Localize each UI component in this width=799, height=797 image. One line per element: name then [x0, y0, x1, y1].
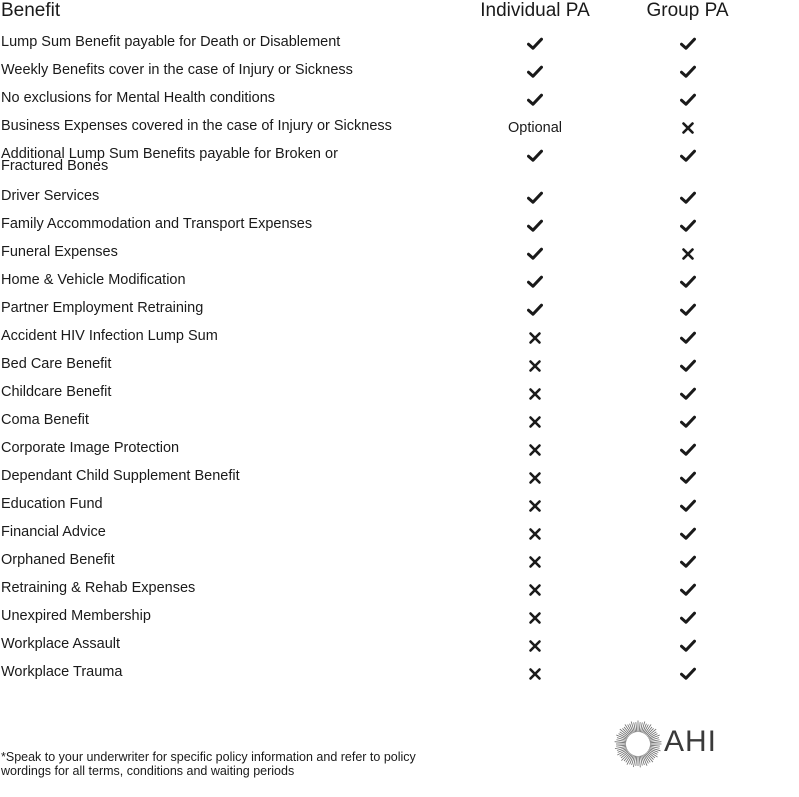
table-row: [0, 30, 799, 58]
benefit-label: Financial Advice: [1, 524, 106, 540]
group-pa-cell: [620, 36, 755, 56]
benefit-label: Lump Sum Benefit payable for Death or Disablement: [1, 34, 341, 50]
check-icon: [680, 36, 696, 52]
individual-pa-cell: [460, 414, 610, 434]
benefit-label: Coma Benefit: [1, 412, 89, 428]
individual-pa-cell: [460, 470, 610, 490]
group-pa-cell: [620, 148, 755, 168]
benefit-label: Home & Vehicle Modification: [1, 272, 186, 288]
table-row: [0, 576, 799, 604]
group-pa-cell: [620, 414, 755, 434]
check-icon: [680, 274, 696, 290]
check-icon: [680, 64, 696, 80]
individual-pa-cell: [460, 610, 610, 630]
cross-icon: [527, 610, 543, 626]
cross-icon: [527, 498, 543, 514]
check-icon: [527, 148, 543, 164]
individual-pa-cell: [460, 218, 610, 238]
individual-pa-cell: [460, 302, 610, 322]
table-row: [0, 492, 799, 520]
footnote: *Speak to your underwriter for specific policy information and refer to policy wordings for all terms, conditions and waiting periods: [1, 750, 416, 778]
group-pa-cell: [620, 526, 755, 546]
individual-pa-cell: [460, 64, 610, 84]
check-icon: [680, 414, 696, 430]
individual-pa-cell: [460, 190, 610, 210]
individual-pa-cell: [460, 526, 610, 546]
individual-pa-cell: [460, 246, 610, 266]
cross-icon: [527, 526, 543, 542]
table-row: [0, 184, 799, 212]
check-icon: [527, 246, 543, 262]
table-row: [0, 240, 799, 268]
table-row: [0, 408, 799, 436]
table-row: [0, 324, 799, 352]
check-icon: [680, 498, 696, 514]
cross-icon: [527, 470, 543, 486]
benefit-label: Bed Care Benefit: [1, 356, 112, 372]
group-pa-cell: [620, 246, 755, 266]
cross-icon: [527, 442, 543, 458]
benefit-label: Retraining & Rehab Expenses: [1, 580, 196, 596]
table-row: [0, 296, 799, 324]
check-icon: [680, 358, 696, 374]
cross-icon: [527, 554, 543, 570]
header-individual-pa: Individual PA: [480, 0, 590, 21]
group-pa-cell: [620, 92, 755, 112]
group-pa-cell: [620, 610, 755, 630]
group-pa-cell: [620, 302, 755, 322]
individual-pa-cell: [460, 386, 610, 406]
group-pa-cell: [620, 64, 755, 84]
table-row: [0, 604, 799, 632]
check-icon: [527, 92, 543, 108]
cross-icon: [527, 358, 543, 374]
table-row: [0, 268, 799, 296]
benefit-label: Workplace Assault: [1, 636, 121, 652]
cross-icon: [680, 246, 696, 262]
individual-pa-cell: [460, 92, 610, 112]
check-icon: [527, 64, 543, 80]
group-pa-cell: [620, 442, 755, 462]
table-header: [0, 0, 799, 30]
table-row: [0, 464, 799, 492]
table-row: [0, 142, 799, 184]
group-pa-cell: [620, 386, 755, 406]
individual-pa-cell: [460, 498, 610, 518]
group-pa-cell: [620, 554, 755, 574]
table-row: [0, 352, 799, 380]
table-row: [0, 380, 799, 408]
benefit-label: Unexpired Membership: [1, 608, 151, 624]
check-icon: [680, 302, 696, 318]
check-icon: [680, 386, 696, 402]
cross-icon: [680, 120, 696, 136]
group-pa-cell: [620, 666, 755, 686]
benefit-label: Business Expenses covered in the case of Injury or Sickness: [1, 118, 392, 134]
table-row: [0, 632, 799, 660]
check-icon: [527, 190, 543, 206]
individual-pa-cell: [460, 120, 610, 140]
table-row: [0, 548, 799, 576]
benefit-label: Childcare Benefit: [1, 384, 112, 400]
check-icon: [680, 554, 696, 570]
benefit-label: Accident HIV Infection Lump Sum: [1, 328, 218, 344]
header-benefit: Benefit: [1, 0, 61, 21]
check-icon: [680, 190, 696, 206]
group-pa-cell: [620, 330, 755, 350]
benefit-label: Workplace Trauma: [1, 664, 123, 680]
cross-icon: [527, 666, 543, 682]
benefit-label: Family Accommodation and Transport Expenses: [1, 216, 313, 232]
check-icon: [680, 638, 696, 654]
group-pa-cell: [620, 582, 755, 602]
individual-pa-cell: [460, 666, 610, 686]
check-icon: [680, 582, 696, 598]
check-icon: [680, 330, 696, 346]
individual-pa-cell: [460, 442, 610, 462]
check-icon: [527, 274, 543, 290]
individual-pa-cell: [460, 554, 610, 574]
benefit-label: Education Fund: [1, 496, 103, 512]
group-pa-cell: [620, 638, 755, 658]
individual-pa-cell: [460, 274, 610, 294]
benefit-label: Weekly Benefits cover in the case of Injury or Sickness: [1, 62, 353, 78]
check-icon: [527, 218, 543, 234]
cross-icon: [527, 582, 543, 598]
group-pa-cell: [620, 190, 755, 210]
check-icon: [680, 218, 696, 234]
check-icon: [680, 148, 696, 164]
cross-icon: [527, 638, 543, 654]
table-row: [0, 212, 799, 240]
group-pa-cell: [620, 120, 755, 140]
benefit-label: Partner Employment Retraining: [1, 300, 204, 316]
benefit-label: Funeral Expenses: [1, 244, 118, 260]
check-icon: [527, 36, 543, 52]
logo-wordmark: AHI: [664, 725, 718, 758]
table-row: [0, 86, 799, 114]
benefit-label: Driver Services: [1, 188, 100, 204]
check-icon: [527, 302, 543, 318]
check-icon: [680, 666, 696, 682]
group-pa-cell: [620, 274, 755, 294]
group-pa-cell: [620, 218, 755, 238]
check-icon: [680, 526, 696, 542]
table-row: [0, 660, 799, 688]
table-row: [0, 436, 799, 464]
table-row: [0, 520, 799, 548]
sunburst-logo-icon: [614, 720, 662, 768]
individual-pa-cell: [460, 330, 610, 350]
group-pa-cell: [620, 498, 755, 518]
individual-pa-cell: [460, 358, 610, 378]
individual-pa-cell: [460, 582, 610, 602]
cross-icon: [527, 386, 543, 402]
table-row: [0, 114, 799, 142]
benefit-label: No exclusions for Mental Health conditions: [1, 90, 276, 106]
check-icon: [680, 442, 696, 458]
benefit-label: Corporate Image Protection: [1, 440, 180, 456]
benefit-label: Additional Lump Sum Benefits payable for Broken or Fractured Bones: [1, 146, 338, 174]
benefit-label: Dependant Child Supplement Benefit: [1, 468, 240, 484]
individual-pa-cell: [460, 36, 610, 56]
ahi-logo: [614, 720, 724, 770]
optional-label: Optional: [507, 120, 562, 136]
benefit-label: Orphaned Benefit: [1, 552, 115, 568]
header-group-pa: Group PA: [646, 0, 729, 21]
check-icon: [680, 610, 696, 626]
group-pa-cell: [620, 470, 755, 490]
benefits-table: [0, 30, 799, 688]
individual-pa-cell: [460, 638, 610, 658]
group-pa-cell: [620, 358, 755, 378]
check-icon: [680, 92, 696, 108]
individual-pa-cell: [460, 148, 610, 168]
cross-icon: [527, 330, 543, 346]
table-row: [0, 58, 799, 86]
cross-icon: [527, 414, 543, 430]
check-icon: [680, 470, 696, 486]
